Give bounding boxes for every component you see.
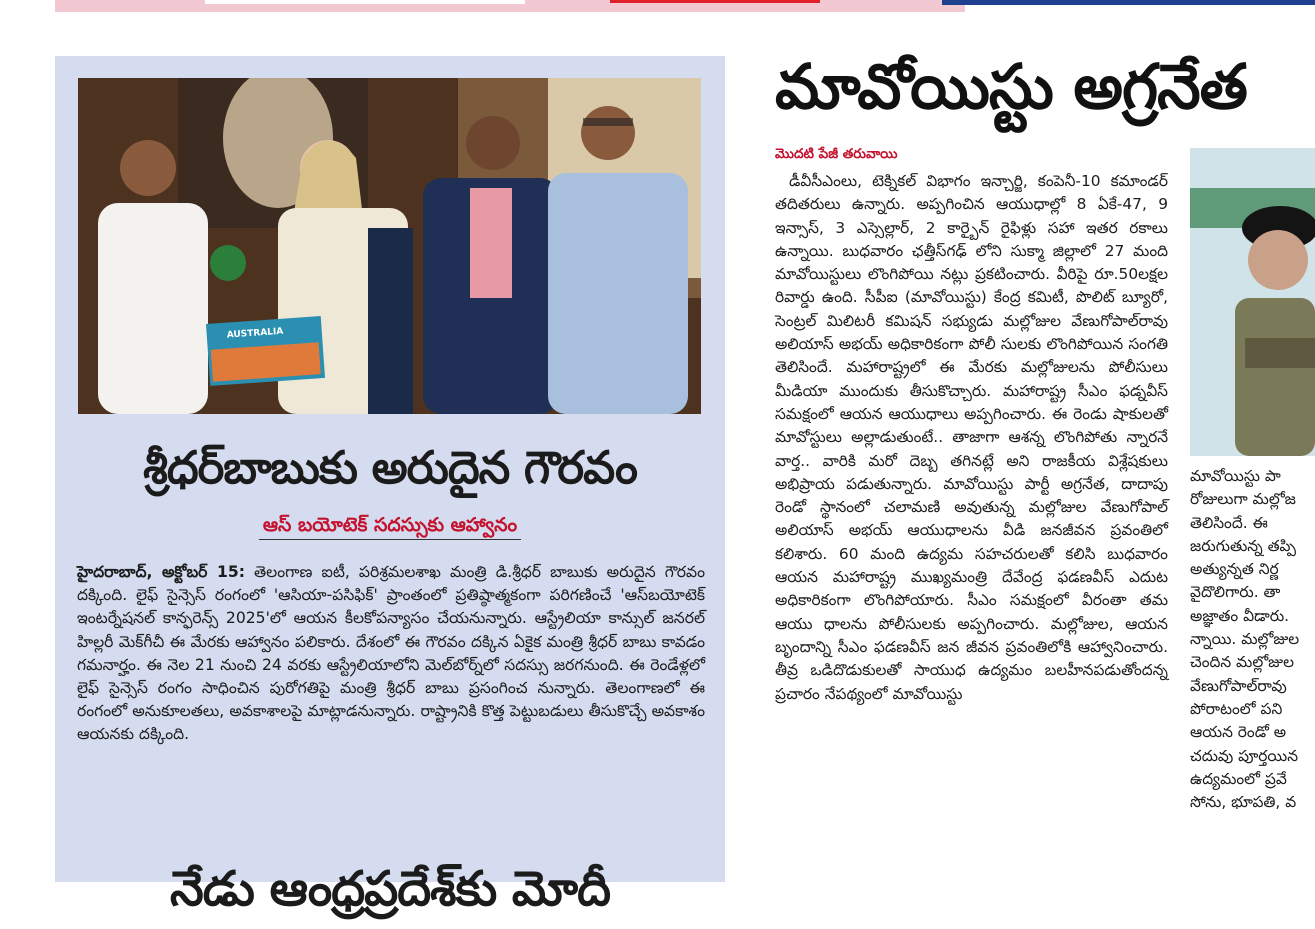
side-column-line: ఉద్యమంలో ప్రవే (1190, 769, 1287, 788)
main-story-body: డీవీసీఎంలు, టెక్నికల్ విభాగం ఇన్చార్జి, కంపెనీ-10 కమాండర్ తదితరులు ఉన్నారు. అప్పగించిన ఆయుధాల్లో 8 ఏకే-47, 9 ఇన్సాస్, 3 ఎస్సెల్లార్, 2 కార్బైన్ రైఫిళ్లు సహా ఇతర రకాలు ఉన్నాయి. బుధవారం ఛత్తీస్‌గఢ్ లోని సుక్మా జిల్లాలో 27 మంది మావోయిస్టులు లొంగిపోయి నట్లు ప్రకటించారు. వీరిపై రూ.50లక్షల రివార్డు ఉంది. సీపీఐ (మావోయిస్టు) కేంద్ర కమిటీ, పొలిట్ బ్యూరో, సెంట్రల్ మిలిటరీ కమిషన్ సభ్యుడు మల్లోజుల వేణుగోపాల్‌రావు అలియాస్ అభయ్ అధికారికంగా పోలీ సులకు లొంగిపోయిన సంగతి తెలిసిందే. మహారాష్ట్రలో ఈ మేరకు మల్లోజులను పోలీసులు మీడియా ముందుకు తీసుకొచ్చారు. మహారాష్ట్ర సీఎం ఫడ్నవీస్ సమక్షంలో ఆయన ఆయుధాలు అప్పగించారు. ఈ రెండు షాకులతో మావోస్టులు అల్లాడుతుంటే.. తాజాగా ఆశన్న లొంగిపోతు న్నారనే వార్త.. వారికి మరో దెబ్బ తగినట్లే అని రాజకీయ విశ్లేషకులు అభిప్రాయ పడుతున్నారు. మావోయిస్టు పార్టీ అగ్రనేత, దాదాపు రెండో స్థానంలో చలామణి అవుతున్న మల్లోజుల వేణుగోపాల్ అలియాస్ అభయ్ ఆయుధాలను వీడి జనజీవన ప్రవంతిలో కలిశారు. 60 మంది ఉద్యమ సహచరులతో కలిసి బుధవారం ఆయన మహారాష్ట్ర ముఖ్యమంత్రి దేవేంద్ర ఫడణవీస్ ఎదుట అధికారికంగా లొంగిపోయారు. సీఎం సమక్షంలో వీరంతా తమ ఆయు ధాలను పోలీసులకు అప్పగించారు. మల్లోజుల, ఆయన బృందాన్ని సీఎం ఫడణవీస్ జన జీవన ప్రవంతిలోకి ఆహ్వానించారు. తీవ్ర ఒడిదొడుకులతో సాయుధ ఉద్యమం బలహీనపడుతోందన్న ప్రచారం నేపథ్యంలో మావోయిస్టు (775, 172, 1168, 703)
top-strip (0, 0, 1315, 12)
continuation-label: మొదటి పేజీ తరువాయి (775, 146, 898, 162)
left-story-subheadline-text: ఆస్ బయోటెక్ సదస్సుకు ఆహ్వానం (259, 514, 521, 540)
side-column-line: అత్యున్నత నిర్ణ (1190, 560, 1279, 579)
photo-illustration (78, 78, 701, 414)
left-story-subheadline (55, 514, 725, 541)
top-strip-white (205, 0, 525, 4)
side-column-line: జరుగుతున్న తప్పి (1190, 536, 1297, 555)
side-column-line: ఆయన రెండో అ (1190, 723, 1287, 742)
side-column-line: చదువు పూర్తయిన (1190, 746, 1299, 765)
left-story-dateline: హైదరాబాద్, అక్టోబర్ 15: (77, 563, 245, 581)
officer-photo (1190, 148, 1315, 456)
top-strip-blue (942, 0, 1315, 5)
officer-photo-illustration (1190, 148, 1315, 456)
side-column-line: అజ్ఞాతం వీడారు. (1190, 606, 1290, 625)
side-column-line: తెలిసిందే. ఈ (1190, 513, 1268, 532)
side-column-line: వేణుగోపాల్‌రావు (1190, 676, 1287, 695)
side-column-line: పోరాటంలో పని (1190, 699, 1283, 718)
left-story-panel (55, 56, 725, 917)
photo-book-label: AUSTRALIA (226, 326, 284, 341)
side-column-line: న్నాయి. మల్లోజుల (1190, 630, 1300, 649)
side-column-line: చెందిన మల్లోజుల (1190, 653, 1294, 672)
left-story-headline: శ్రీధర్‌బాబుకు అరుదైన గౌరవం (143, 441, 637, 494)
side-column-line: సోను, భూపతి, వ (1190, 793, 1297, 812)
main-story-headline: మావోయిస్టు అగ్రనేత (775, 50, 1247, 123)
story-photo (78, 78, 701, 414)
left-story-text: తెలంగాణ ఐటీ, పరిశ్రమలశాఖ మంత్రి డి.శ్రీధర్ బాబుకు అరుదైన గౌరవం దక్కింది. లైఫ్ సైన్సెస్ రంగంలో 'ఆసియా-పసిఫిక్' ప్రాంతంలో ప్రతిష్ఠాత్మకంగా పరిగణించే 'ఆస్‌బయోటెక్ ఇంటర్నేషనల్ కాన్ఫరెన్స్ 2025'లో ఆయన కీలకోపన్యాసం చేయనున్నారు. ఆస్ట్రేలియా కాన్సుల్ జనరల్ హిల్లరీ మెక్‌గీచీ ఈ మేరకు ఆహ్వానం పలికారు. దేశంలో ఈ గౌరవం దక్కిన ఏకైక మంత్రి శ్రీధర్ బాబు కావడం గమనార్హం. ఈ నెల 21 నుంచి 24 వరకు ఆస్ట్రేలియాలోని మెల్‌బోర్న్‌లో సదస్సు జరగనుంది. ఈ రెండేళ్లలో లైఫ్ సైన్సెస్ రంగం సాధించిన పురోగతిపై మంత్రి శ్రీధర్ బాబు ప్రసంగించ నున్నారు. తెలంగాణలో ఈ రంగంలో అనుకూలతలు, అవకాశాలపై మాట్లాడనున్నారు. రాష్ట్రానికి కొత్త పెట్టుబడులు తీసుకొచ్చే అవకాశం ఆయనకు దక్కింది. (77, 563, 705, 744)
left-story-body (77, 561, 705, 747)
side-column (1190, 465, 1315, 814)
side-column-line: వైదొలిగారు. తా (1190, 583, 1281, 602)
side-column-line: రోజులుగా మల్లోజ (1190, 490, 1296, 509)
second-story-headline: నేడు ఆంధ్రప్రదేశ్‌కు మోదీ (170, 861, 610, 917)
top-strip-red (610, 0, 820, 3)
side-column-line: మావోయిస్టు పా (1190, 467, 1281, 485)
